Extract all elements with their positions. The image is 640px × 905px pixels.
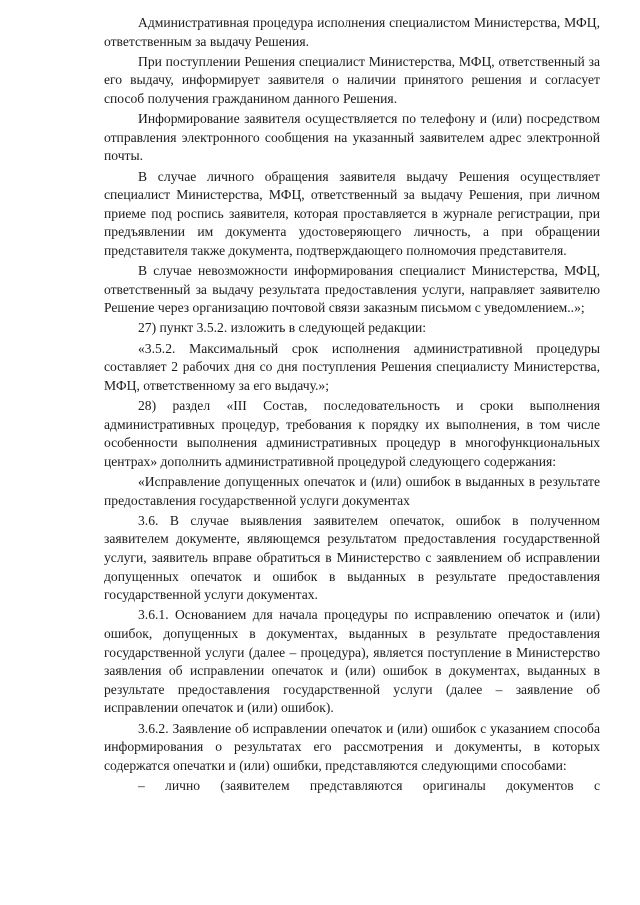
paragraph: В случае невозможности информирования специалист Министерства, МФЦ, ответственный за выдачу результата предоставления услуги, направляет заявителю Решение через организацию почтовой связи заказным письмом с уведомлением..»; — [104, 263, 600, 316]
paragraph: «Исправление допущенных опечаток и (или) ошибок в выданных в результате предоставления государственной услуги документах — [104, 474, 600, 508]
paragraph: 3.6.2. Заявление об исправлении опечаток и (или) ошибок с указанием способа информирования о результатах его рассмотрения и документы, в которых содержатся опечатки и (или) ошибки, представляются следующими способами: — [104, 720, 600, 773]
paragraph: Информирование заявителя осуществляется по телефону и (или) посредством отправления электронного сообщения на указанный заявителем адрес электронной почты. — [104, 111, 600, 164]
paragraph: 28) раздел «III Состав, последовательность и сроки выполнения административных процедур, требования к порядку их выполнения, в том числе особенности выполнения административных процедур в многофункциональных центрах» дополнить административной процедурой следующего содержания: — [104, 398, 600, 469]
paragraph: 3.6. В случае выявления заявителем опечаток, ошибок в полученном заявителем документе, являющемся результатом предоставления государственной услуги, заявитель вправе обратиться в Министерство с заявлением об исправлении допущенных опечаток и ошибок в выданных в результате предоставления государственной услуги документах. — [104, 512, 600, 603]
paragraph: 3.6.1. Основанием для начала процедуры по исправлению опечаток и (или) ошибок, допущенных в документах, выданных в результате предоставления государственной услуги (далее – процедура), является поступление в Министерство заявления об исправлении опечаток и (или) ошибок в документах, выданных в результате предоставления государственной услуги (далее – заявление об исправлении опечаток и (или) ошибок). — [104, 607, 600, 716]
paragraph: 27) пункт 3.5.2. изложить в следующей редакции: — [138, 320, 427, 336]
paragraph: При поступлении Решения специалист Министерства, МФЦ, ответственный за его выдачу, информирует заявителя о наличии принятого решения и согласует способ получения гражданином данного Решения. — [104, 53, 600, 106]
document-page — [104, 14, 600, 797]
paragraph: «3.5.2. Максимальный срок исполнения административной процедуры составляет 2 рабочих дня со дня поступления Решения специалисту Министерства, МФЦ, ответственному за его выдачу.»; — [104, 340, 600, 393]
paragraph: В случае личного обращения заявителя выдачу Решения осуществляет специалист Министерства, МФЦ, ответственный за выдачу Решения, при личном приеме под роспись заявителя, которая проставляется в журнале регистрации, при предъявлении им документа удостоверяющего личность, а при обращении представителя также документа, подтверждающего полномочия представителя. — [104, 168, 600, 258]
paragraph: – лично (заявителем представляются оригиналы документов с — [138, 777, 600, 793]
paragraph: Административная процедура исполнения специалистом Министерства, МФЦ, ответственным за выдачу Решения. — [104, 15, 600, 49]
